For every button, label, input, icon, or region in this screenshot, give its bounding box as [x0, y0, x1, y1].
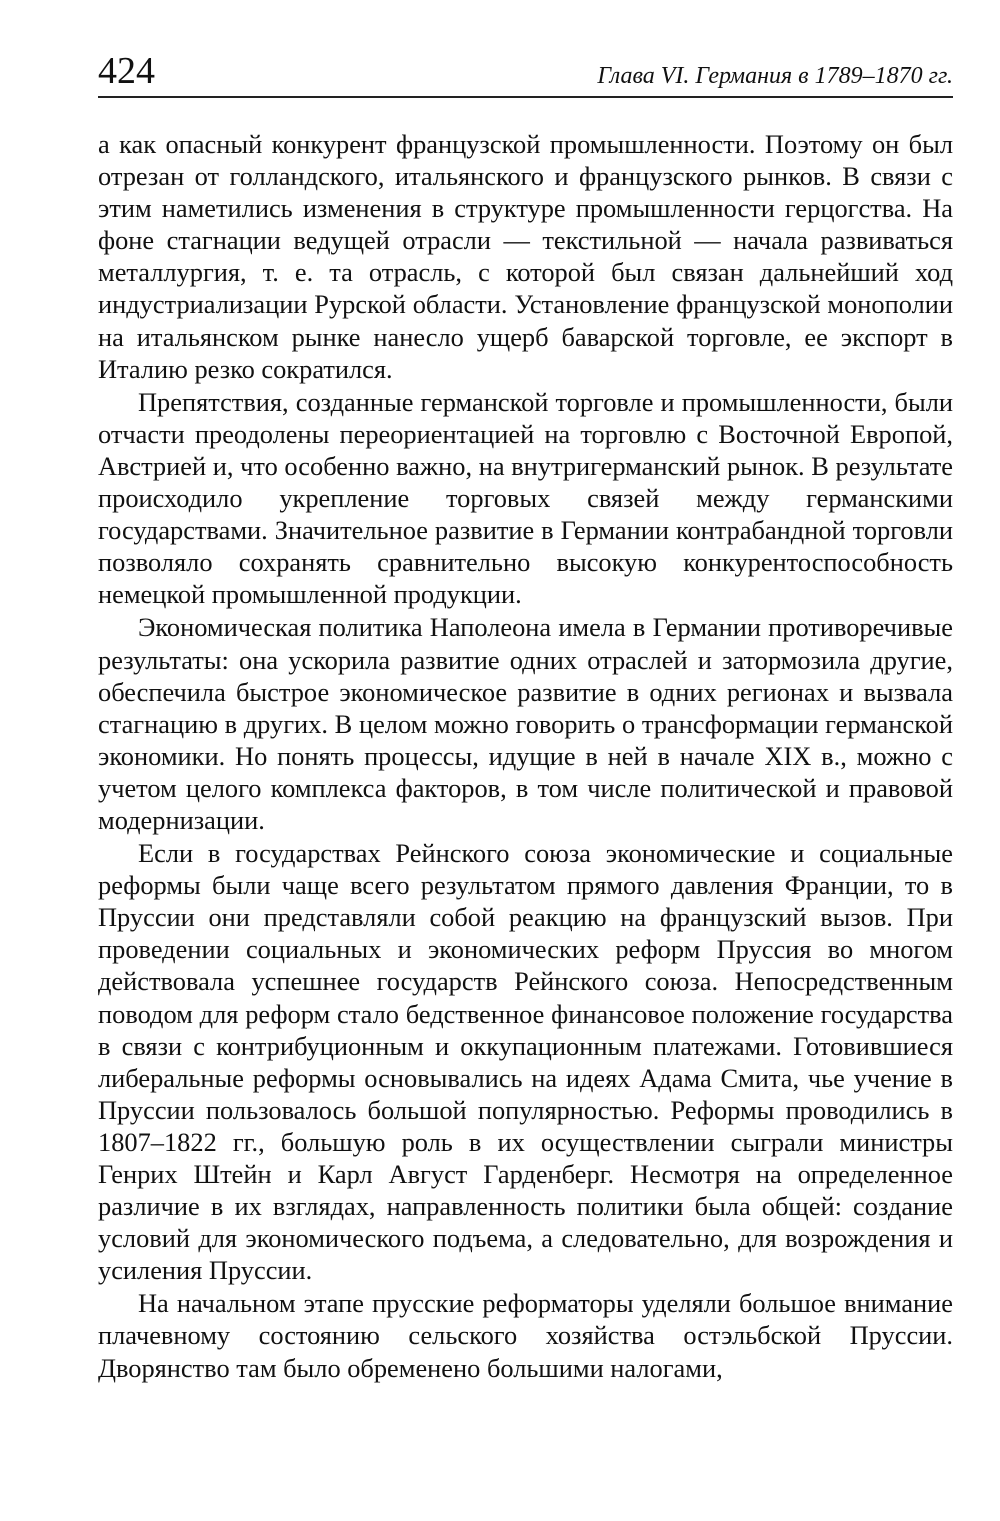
paragraph-3: Экономическая политика Наполеона имела в Германии противоречивые результаты: она ускорила развитие одних отраслей и затормозила другие, обеспечила быстрое экономическое развитие в одних регионах и вызвала стагнацию в других. В целом можно говорить о трансформации германской экономики. Но понять процессы, идущие в ней в начале XIX в., можно с учетом целого комплекса факторов, в том числе политической и правовой модернизации. — [98, 612, 953, 835]
page-header — [98, 40, 953, 98]
paragraph-5: На начальном этапе прусские реформаторы уделяли большое внимание плачевному состоянию сельского хозяйства остэльбской Пруссии. Дворянство там было обременено большими налогами, — [98, 1288, 953, 1383]
paragraph-1: а как опасный конкурент французской промышленности. Поэтому он был отрезан от голландского, итальянского и французского рынков. В связи с этим наметились изменения в структуре промышленности герцогства. На фоне стагнации ведущей отрасли — текстильной — начала развиваться металлургия, т. е. та отрасль, с которой был связан дальнейший ход индустриализации Рурской области. Установление французской монополии на итальянском рынке нанесло ущерб баварской торговле, ее экспорт в Италию резко сократился. — [98, 129, 953, 384]
paragraph-2: Препятствия, созданные германской торговле и промышленности, были отчасти преодолены переориентацией на торговлю с Восточной Европой, Австрией и, что особенно важно, на внутригерманский рынок. В результате происходило укрепление торговых связей между германскими государствами. Значительное развитие в Германии контрабандной торговли позволяло сохранять сравнительно высокую конкурентоспособность немецкой промышленной продукции. — [98, 386, 953, 610]
book-page — [98, 40, 953, 1384]
running-title: Глава VI. Германия в 1789–1870 гг. — [597, 63, 953, 89]
body-text — [98, 128, 953, 1384]
page-number: 424 — [98, 50, 155, 92]
paragraph-4: Если в государствах Рейнского союза экономические и социальные реформы были чаще всего результатом прямого давления Франции, то в Пруссии они представляли собой реакцию на французский вызов. При проведении социальных и экономических реформ Пруссия во многом действовала успешнее государств Рейнского союза. Непосредственным поводом для реформ стало бедственное финансовое положение государства в связи с контрибуционным и оккупационным платежами. Готовившиеся либеральные реформы основывались на идеях Адама Смита, чье учение в Пруссии пользовалось большой популярностью. Реформы проводились в 1807–1822 гг., большую роль в их осуществлении сыграли министры Генрих Штейн и Карл Август Гарденберг. Несмотря на определенное различие в их взглядах, направленность политики была общей: создание условий для экономического подъема, а следовательно, для возрождения и усиления Пруссии. — [98, 838, 953, 1286]
